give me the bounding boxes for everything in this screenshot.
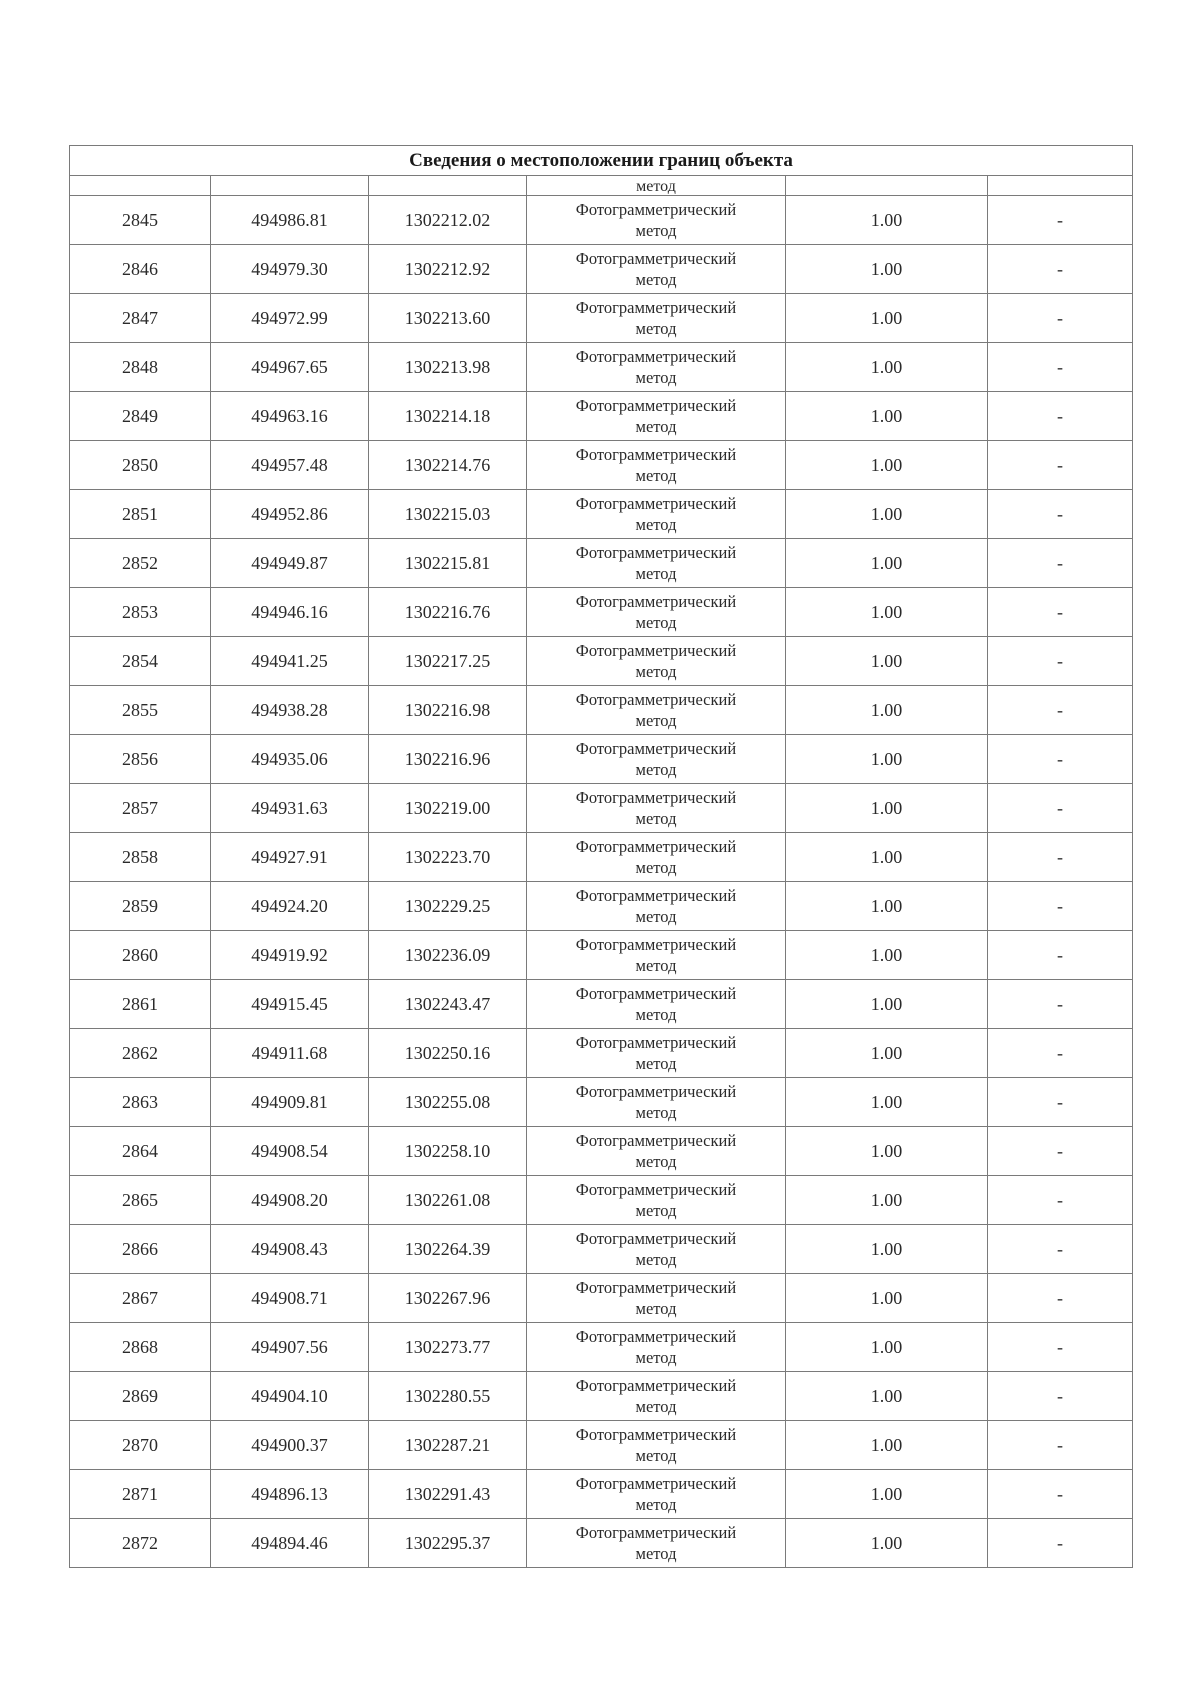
- method-cell: [527, 539, 786, 588]
- method-line-2: метод: [635, 1543, 677, 1563]
- x-coordinate-cell: 494894.46: [211, 1519, 369, 1568]
- method-cell: [527, 686, 786, 735]
- x-coordinate-cell: 494900.37: [211, 1421, 369, 1470]
- accuracy-cell: 1.00: [786, 1274, 988, 1323]
- table-row: [70, 1029, 1133, 1078]
- y-coordinate-cell: 1302213.98: [369, 343, 527, 392]
- method-line-2: метод: [635, 661, 677, 681]
- y-coordinate-cell: 1302215.81: [369, 539, 527, 588]
- point-number-cell: 2853: [70, 588, 211, 637]
- y-coordinate-cell: 1302264.39: [369, 1225, 527, 1274]
- accuracy-cell: 1.00: [786, 784, 988, 833]
- method-line-2: метод: [635, 465, 677, 485]
- accuracy-cell: 1.00: [786, 637, 988, 686]
- accuracy-cell: 1.00: [786, 1127, 988, 1176]
- method-cell: [527, 1029, 786, 1078]
- table-row: [70, 1078, 1133, 1127]
- method-cell: [527, 1421, 786, 1470]
- note-cell: -: [988, 441, 1133, 490]
- note-cell: -: [988, 294, 1133, 343]
- accuracy-cell: 1.00: [786, 294, 988, 343]
- x-coordinate-cell: 494979.30: [211, 245, 369, 294]
- table-row: [70, 588, 1133, 637]
- x-coordinate-cell: 494952.86: [211, 490, 369, 539]
- continuation-cell-note: [988, 176, 1133, 196]
- table-row: [70, 637, 1133, 686]
- x-coordinate-cell: 494911.68: [211, 1029, 369, 1078]
- method-cell: [527, 1372, 786, 1421]
- method-line-1: Фотограмметрический: [575, 1424, 737, 1444]
- point-number-cell: 2858: [70, 833, 211, 882]
- method-cell: [527, 196, 786, 245]
- point-number-cell: 2855: [70, 686, 211, 735]
- table-row: [70, 294, 1133, 343]
- method-line-2: метод: [635, 220, 677, 240]
- note-cell: -: [988, 1274, 1133, 1323]
- y-coordinate-cell: 1302243.47: [369, 980, 527, 1029]
- method-line-2: метод: [635, 416, 677, 436]
- method-line-2: метод: [635, 514, 677, 534]
- method-line-2: метод: [635, 612, 677, 632]
- table-row: [70, 1127, 1133, 1176]
- x-coordinate-cell: 494919.92: [211, 931, 369, 980]
- method-line-1: Фотограмметрический: [575, 542, 737, 562]
- note-cell: -: [988, 196, 1133, 245]
- x-coordinate-cell: 494957.48: [211, 441, 369, 490]
- method-line-1: Фотограмметрический: [575, 934, 737, 954]
- method-line-1: Фотограмметрический: [575, 248, 737, 268]
- table-row: [70, 245, 1133, 294]
- point-number-cell: 2866: [70, 1225, 211, 1274]
- note-cell: -: [988, 1127, 1133, 1176]
- point-number-cell: 2849: [70, 392, 211, 441]
- note-cell: -: [988, 931, 1133, 980]
- x-coordinate-cell: 494896.13: [211, 1470, 369, 1519]
- method-line-1: Фотограмметрический: [575, 199, 737, 219]
- table-row: [70, 735, 1133, 784]
- x-coordinate-cell: 494924.20: [211, 882, 369, 931]
- table-row: [70, 1176, 1133, 1225]
- method-line-2: метод: [635, 1494, 677, 1514]
- x-coordinate-cell: 494972.99: [211, 294, 369, 343]
- y-coordinate-cell: 1302236.09: [369, 931, 527, 980]
- method-line-1: Фотограмметрический: [575, 885, 737, 905]
- point-number-cell: 2867: [70, 1274, 211, 1323]
- point-number-cell: 2845: [70, 196, 211, 245]
- point-number-cell: 2851: [70, 490, 211, 539]
- note-cell: -: [988, 1372, 1133, 1421]
- method-cell: [527, 637, 786, 686]
- note-cell: -: [988, 1225, 1133, 1274]
- method-line-2: метод: [635, 1053, 677, 1073]
- point-number-cell: 2848: [70, 343, 211, 392]
- point-number-cell: 2862: [70, 1029, 211, 1078]
- method-line-1: Фотограмметрический: [575, 1375, 737, 1395]
- table-title: Сведения о местоположении границ объекта: [70, 146, 1133, 176]
- y-coordinate-cell: 1302216.98: [369, 686, 527, 735]
- accuracy-cell: 1.00: [786, 1519, 988, 1568]
- y-coordinate-cell: 1302216.96: [369, 735, 527, 784]
- method-line-2: метод: [635, 808, 677, 828]
- table-row: [70, 1421, 1133, 1470]
- method-line-2: метод: [635, 955, 677, 975]
- x-coordinate-cell: 494908.43: [211, 1225, 369, 1274]
- x-coordinate-cell: 494986.81: [211, 196, 369, 245]
- point-number-cell: 2852: [70, 539, 211, 588]
- table-row: [70, 1519, 1133, 1568]
- method-cell: [527, 1127, 786, 1176]
- point-number-cell: 2868: [70, 1323, 211, 1372]
- method-cell: [527, 1323, 786, 1372]
- y-coordinate-cell: 1302267.96: [369, 1274, 527, 1323]
- table-row: [70, 539, 1133, 588]
- note-cell: -: [988, 343, 1133, 392]
- x-coordinate-cell: 494931.63: [211, 784, 369, 833]
- method-line-1: Фотограмметрический: [575, 297, 737, 317]
- method-cell: [527, 294, 786, 343]
- method-line-1: Фотограмметрический: [575, 1032, 737, 1052]
- y-coordinate-cell: 1302219.00: [369, 784, 527, 833]
- method-line-1: Фотограмметрический: [575, 395, 737, 415]
- method-cell: [527, 588, 786, 637]
- y-coordinate-cell: 1302261.08: [369, 1176, 527, 1225]
- method-cell: [527, 441, 786, 490]
- x-coordinate-cell: 494938.28: [211, 686, 369, 735]
- table-row: [70, 1225, 1133, 1274]
- note-cell: -: [988, 588, 1133, 637]
- method-cell: [527, 882, 786, 931]
- y-coordinate-cell: 1302214.18: [369, 392, 527, 441]
- x-coordinate-cell: 494908.54: [211, 1127, 369, 1176]
- note-cell: -: [988, 1176, 1133, 1225]
- method-line-1: Фотограмметрический: [575, 1277, 737, 1297]
- method-cell: [527, 1470, 786, 1519]
- table-row: [70, 1323, 1133, 1372]
- method-line-2: метод: [635, 318, 677, 338]
- table-row: [70, 686, 1133, 735]
- note-cell: -: [988, 1421, 1133, 1470]
- accuracy-cell: 1.00: [786, 245, 988, 294]
- y-coordinate-cell: 1302212.02: [369, 196, 527, 245]
- accuracy-cell: 1.00: [786, 539, 988, 588]
- method-line-1: Фотограмметрический: [575, 1228, 737, 1248]
- method-line-1: Фотограмметрический: [575, 836, 737, 856]
- y-coordinate-cell: 1302273.77: [369, 1323, 527, 1372]
- y-coordinate-cell: 1302258.10: [369, 1127, 527, 1176]
- x-coordinate-cell: 494941.25: [211, 637, 369, 686]
- accuracy-cell: 1.00: [786, 882, 988, 931]
- method-cell: [527, 490, 786, 539]
- accuracy-cell: 1.00: [786, 490, 988, 539]
- point-number-cell: 2860: [70, 931, 211, 980]
- note-cell: -: [988, 1323, 1133, 1372]
- note-cell: -: [988, 882, 1133, 931]
- method-line-1: Фотограмметрический: [575, 493, 737, 513]
- x-coordinate-cell: 494935.06: [211, 735, 369, 784]
- accuracy-cell: 1.00: [786, 980, 988, 1029]
- note-cell: -: [988, 637, 1133, 686]
- note-cell: -: [988, 490, 1133, 539]
- note-cell: -: [988, 686, 1133, 735]
- accuracy-cell: 1.00: [786, 1176, 988, 1225]
- method-line-2: метод: [635, 563, 677, 583]
- x-coordinate-cell: 494915.45: [211, 980, 369, 1029]
- point-number-cell: 2864: [70, 1127, 211, 1176]
- continuation-row: [70, 176, 1133, 196]
- method-line-2: метод: [635, 1151, 677, 1171]
- point-number-cell: 2871: [70, 1470, 211, 1519]
- method-cell: [527, 1225, 786, 1274]
- accuracy-cell: 1.00: [786, 1225, 988, 1274]
- method-cell: [527, 833, 786, 882]
- y-coordinate-cell: 1302287.21: [369, 1421, 527, 1470]
- note-cell: -: [988, 833, 1133, 882]
- method-line-2: метод: [635, 857, 677, 877]
- method-line-2: метод: [635, 1347, 677, 1367]
- method-line-2: метод: [635, 367, 677, 387]
- note-cell: -: [988, 1078, 1133, 1127]
- point-number-cell: 2846: [70, 245, 211, 294]
- method-cell: [527, 343, 786, 392]
- method-line-1: Фотограмметрический: [575, 1081, 737, 1101]
- method-line-1: Фотограмметрический: [575, 787, 737, 807]
- method-cell: [527, 1274, 786, 1323]
- accuracy-cell: 1.00: [786, 343, 988, 392]
- x-coordinate-cell: 494907.56: [211, 1323, 369, 1372]
- method-line-1: Фотограмметрический: [575, 689, 737, 709]
- y-coordinate-cell: 1302280.55: [369, 1372, 527, 1421]
- method-cell: [527, 392, 786, 441]
- point-number-cell: 2865: [70, 1176, 211, 1225]
- method-line-1: Фотограмметрический: [575, 1326, 737, 1346]
- point-number-cell: 2863: [70, 1078, 211, 1127]
- y-coordinate-cell: 1302295.37: [369, 1519, 527, 1568]
- table-row: [70, 392, 1133, 441]
- method-line-2: метод: [635, 1396, 677, 1416]
- point-number-cell: 2856: [70, 735, 211, 784]
- method-cell: [527, 245, 786, 294]
- x-coordinate-cell: 494927.91: [211, 833, 369, 882]
- x-coordinate-cell: 494908.71: [211, 1274, 369, 1323]
- accuracy-cell: 1.00: [786, 1029, 988, 1078]
- method-line-2: метод: [635, 759, 677, 779]
- table-row: [70, 980, 1133, 1029]
- y-coordinate-cell: 1302213.60: [369, 294, 527, 343]
- table-row: [70, 882, 1133, 931]
- method-line-1: Фотограмметрический: [575, 346, 737, 366]
- accuracy-cell: 1.00: [786, 931, 988, 980]
- method-cell: [527, 931, 786, 980]
- method-line-2: метод: [635, 1249, 677, 1269]
- accuracy-cell: 1.00: [786, 1078, 988, 1127]
- y-coordinate-cell: 1302216.76: [369, 588, 527, 637]
- table-row: [70, 931, 1133, 980]
- method-line-1: Фотограмметрический: [575, 640, 737, 660]
- method-cell: [527, 1176, 786, 1225]
- method-line-2: метод: [635, 1445, 677, 1465]
- continuation-cell-y: [369, 176, 527, 196]
- method-cell: [527, 1519, 786, 1568]
- table-row: [70, 1372, 1133, 1421]
- method-line-2: метод: [635, 1200, 677, 1220]
- method-line-2: метод: [635, 710, 677, 730]
- method-line-2: метод: [635, 269, 677, 289]
- y-coordinate-cell: 1302229.25: [369, 882, 527, 931]
- point-number-cell: 2869: [70, 1372, 211, 1421]
- table-row: [70, 490, 1133, 539]
- x-coordinate-cell: 494963.16: [211, 392, 369, 441]
- note-cell: -: [988, 1519, 1133, 1568]
- y-coordinate-cell: 1302291.43: [369, 1470, 527, 1519]
- method-line-1: Фотограмметрический: [575, 983, 737, 1003]
- method-cell: [527, 980, 786, 1029]
- table-row: [70, 196, 1133, 245]
- boundary-coordinates-table: [69, 145, 1133, 1568]
- y-coordinate-cell: 1302217.25: [369, 637, 527, 686]
- point-number-cell: 2872: [70, 1519, 211, 1568]
- note-cell: -: [988, 539, 1133, 588]
- note-cell: -: [988, 1470, 1133, 1519]
- x-coordinate-cell: 494949.87: [211, 539, 369, 588]
- accuracy-cell: 1.00: [786, 441, 988, 490]
- y-coordinate-cell: 1302215.03: [369, 490, 527, 539]
- x-coordinate-cell: 494909.81: [211, 1078, 369, 1127]
- accuracy-cell: 1.00: [786, 1372, 988, 1421]
- method-line-1: Фотограмметрический: [575, 1522, 737, 1542]
- method-line-1: Фотограмметрический: [575, 591, 737, 611]
- table-body: [70, 176, 1133, 1568]
- point-number-cell: 2857: [70, 784, 211, 833]
- x-coordinate-cell: 494904.10: [211, 1372, 369, 1421]
- table-row: [70, 784, 1133, 833]
- accuracy-cell: 1.00: [786, 1421, 988, 1470]
- note-cell: -: [988, 980, 1133, 1029]
- method-line-1: Фотограмметрический: [575, 1130, 737, 1150]
- table-row: [70, 1274, 1133, 1323]
- y-coordinate-cell: 1302212.92: [369, 245, 527, 294]
- accuracy-cell: 1.00: [786, 588, 988, 637]
- point-number-cell: 2850: [70, 441, 211, 490]
- y-coordinate-cell: 1302214.76: [369, 441, 527, 490]
- note-cell: -: [988, 784, 1133, 833]
- continuation-cell-point: [70, 176, 211, 196]
- note-cell: -: [988, 245, 1133, 294]
- point-number-cell: 2854: [70, 637, 211, 686]
- table-row: [70, 441, 1133, 490]
- x-coordinate-cell: 494967.65: [211, 343, 369, 392]
- point-number-cell: 2859: [70, 882, 211, 931]
- note-cell: -: [988, 392, 1133, 441]
- table-row: [70, 343, 1133, 392]
- x-coordinate-cell: 494946.16: [211, 588, 369, 637]
- continuation-cell-x: [211, 176, 369, 196]
- method-line-1: Фотограмметрический: [575, 1179, 737, 1199]
- continuation-cell-method: метод: [527, 176, 786, 196]
- note-cell: -: [988, 1029, 1133, 1078]
- method-line-2: метод: [635, 1298, 677, 1318]
- point-number-cell: 2861: [70, 980, 211, 1029]
- method-cell: [527, 784, 786, 833]
- method-cell: [527, 735, 786, 784]
- accuracy-cell: 1.00: [786, 686, 988, 735]
- accuracy-cell: 1.00: [786, 735, 988, 784]
- accuracy-cell: 1.00: [786, 1470, 988, 1519]
- accuracy-cell: 1.00: [786, 392, 988, 441]
- table-title-row: [70, 146, 1133, 176]
- accuracy-cell: 1.00: [786, 833, 988, 882]
- method-line-1: Фотограмметрический: [575, 1473, 737, 1493]
- table-row: [70, 1470, 1133, 1519]
- method-line-2: метод: [635, 1004, 677, 1024]
- note-cell: -: [988, 735, 1133, 784]
- x-coordinate-cell: 494908.20: [211, 1176, 369, 1225]
- method-line-2: метод: [635, 906, 677, 926]
- table-row: [70, 833, 1133, 882]
- accuracy-cell: 1.00: [786, 196, 988, 245]
- method-line-2: метод: [635, 1102, 677, 1122]
- continuation-cell-accuracy: [786, 176, 988, 196]
- y-coordinate-cell: 1302223.70: [369, 833, 527, 882]
- point-number-cell: 2847: [70, 294, 211, 343]
- method-cell: [527, 1078, 786, 1127]
- y-coordinate-cell: 1302255.08: [369, 1078, 527, 1127]
- accuracy-cell: 1.00: [786, 1323, 988, 1372]
- point-number-cell: 2870: [70, 1421, 211, 1470]
- method-line-1: Фотограмметрический: [575, 444, 737, 464]
- method-line-1: Фотограмметрический: [575, 738, 737, 758]
- y-coordinate-cell: 1302250.16: [369, 1029, 527, 1078]
